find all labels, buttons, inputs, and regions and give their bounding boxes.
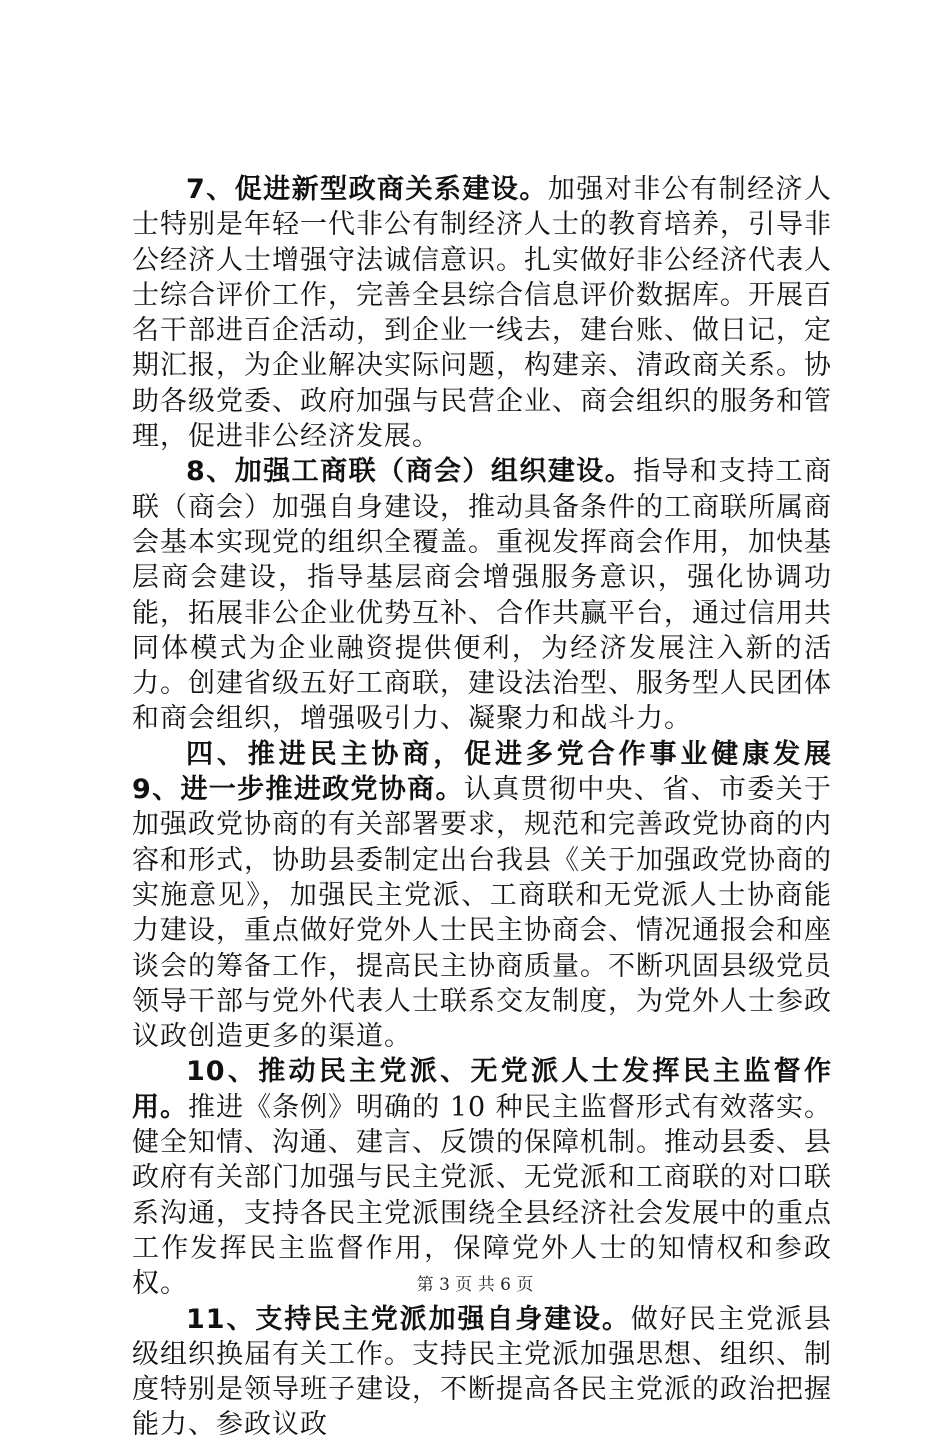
paragraph-heading: 10、推动民主党派、无党派人士发挥民主监督作用。 — [132, 1056, 832, 1123]
paragraph-heading: 7、促进新型政商关系建设。 — [186, 174, 548, 205]
page-number-footer: 第 3 页 共 6 页 — [416, 1275, 534, 1295]
paragraph-8 — [132, 454, 832, 736]
paragraph-text: 加强对非公有制经济人士特别是年轻一代非公有制经济人士的教育培养，引导非公经济人士增强守法诚信意识。扎实做好非公经济代表人士综合评价工作，完善全县综合信息评价数据库。开展百名干部进百企活动，到企业一线去，建台账、做日记，定期汇报，为企业解决实际问题，构建亲、清政商关系。协助各级党委、政府加强与民营企业、商会组织的服务和管理，促进非公经济发展。 — [132, 174, 833, 453]
paragraph-heading: 8、加强工商联（商会）组织建设。 — [186, 456, 634, 488]
paragraph-heading: 11、支持民主党派加强自身建设。 — [186, 1303, 631, 1335]
paragraph-7 — [132, 172, 832, 454]
paragraph-heading: 四、推进民主协商，促进多党合作事业健康发展 9、进一步推进政党协商。 — [132, 738, 832, 806]
paragraph-text: 推进《条例》明确的 10 种民主监督形式有效落实。健全知情、沟通、建言、反馈的保障机制。推动县委、县政府有关部门加强与民主党派、无党派和工商联的对口联系沟通，支持各民主党派围绕全县经济社会发展中的重点工作发挥民主监督作用，保障党外人士的知情权和参政权。 — [132, 1091, 832, 1300]
paragraph-11 — [132, 1302, 832, 1443]
document-body — [132, 172, 832, 1443]
paragraph-text: 指导和支持工商联（商会）加强自身建设，推动具备条件的工商联所属商会基本实现党的组织全覆盖。重视发挥商会作用，加快基层商会建设，指导基层商会增强服务意识，强化协调功能，拓展非公企业优势互补、合作共赢平台，通过信用共同体模式为企业融资提供便利，为经济发展注入新的活力。创建省级五好工商联，建设法治型、服务型人民团体和商会组织，增强吸引力、凝聚力和战斗力。 — [132, 456, 833, 735]
paragraph-section-4 — [132, 737, 832, 1055]
paragraph-text: 认真贯彻中央、省、市委关于加强政党协商的有关部署要求，规范和完善政党协商的内容和形式，协助县委制定出台我县《关于加强政党协商的实施意见》，加强民主党派、工商联和无党派人士协商能力建设，重点做好党外人士民主协商会、情况通报会和座谈会的筹备工作，提高民主协商质量。不断巩固县级党员领导干部与党外代表人士联系交友制度，为党外人士参政议政创造更多的渠道。 — [132, 774, 832, 1053]
paragraph-10 — [132, 1054, 832, 1301]
paragraph-text: 做好民主党派县级组织换届有关工作。支持民主党派加强思想、组织、制度特别是领导班子建设，不断提高各民主党派的政治把握能力、参政议政 — [132, 1303, 832, 1441]
